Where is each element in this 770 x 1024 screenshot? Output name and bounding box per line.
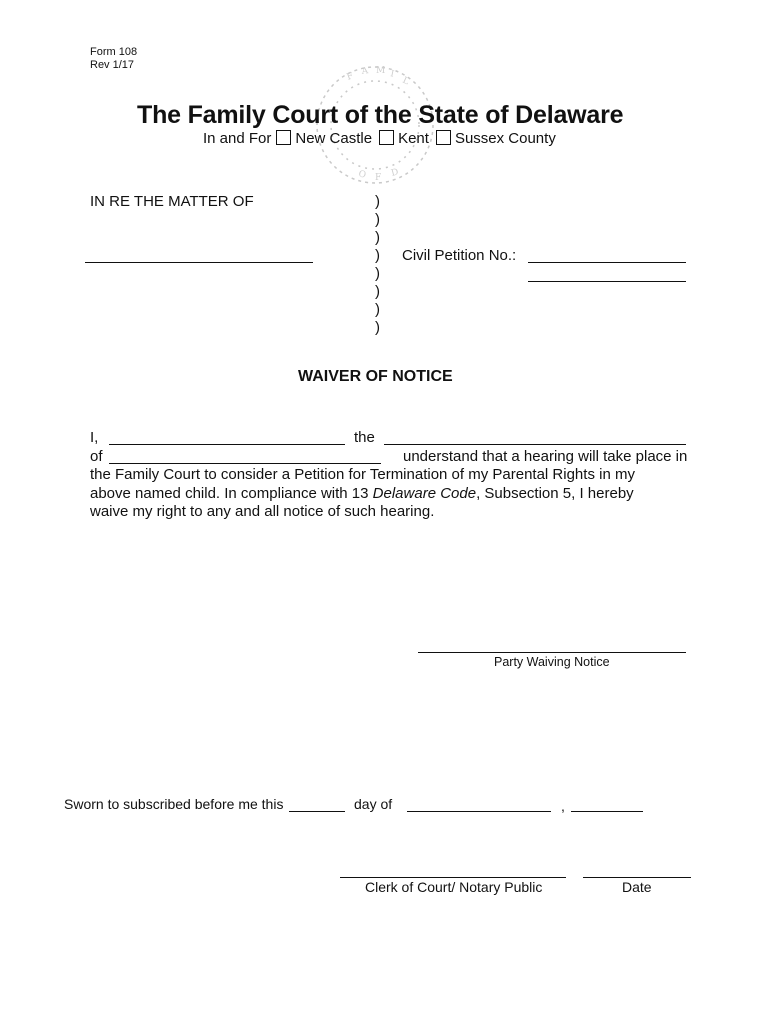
body-line-4 xyxy=(90,485,634,504)
matter-name-line[interactable] xyxy=(85,262,313,263)
caption-paren: ) xyxy=(375,193,380,210)
body-of: of xyxy=(90,448,103,465)
svg-text:F: F xyxy=(345,71,355,83)
date-signature-line[interactable] xyxy=(583,877,691,878)
caption-paren: ) xyxy=(375,283,380,300)
name-line[interactable] xyxy=(109,444,345,445)
caption-paren: ) xyxy=(375,211,380,228)
svg-text:D: D xyxy=(390,167,400,179)
body-line-4-start: above named child. In compliance with 13 xyxy=(90,485,373,502)
svg-text:F: F xyxy=(375,173,382,183)
body-i: I, xyxy=(90,429,99,446)
child-name-line[interactable] xyxy=(109,463,381,464)
body-understand: understand that a hearing will take place in xyxy=(403,448,688,465)
county-prefix: In and For xyxy=(203,130,272,147)
caption-paren: ) xyxy=(375,265,380,282)
party-waiving-notice-label: Party Waiving Notice xyxy=(494,655,610,669)
body-line-5: waive my right to any and all notice of such hearing. xyxy=(90,503,435,520)
party-signature-line[interactable] xyxy=(418,652,686,653)
sworn-year-line[interactable] xyxy=(571,811,643,812)
body-line-3: the Family Court to consider a Petition for Termination of my Parental Rights in my xyxy=(90,466,635,483)
svg-text:M: M xyxy=(376,66,386,76)
checkbox-sussex[interactable] xyxy=(436,130,451,145)
sworn-month-line[interactable] xyxy=(407,811,551,812)
form-revision: Rev 1/17 xyxy=(90,59,135,71)
svg-text:A: A xyxy=(361,66,369,77)
sworn-day-of: day of xyxy=(354,796,393,812)
caption-paren: ) xyxy=(375,247,380,264)
sworn-text: Sworn to subscribed before me this xyxy=(64,796,284,812)
court-title: The Family Court of the State of Delaware xyxy=(137,101,624,129)
caption-paren: ) xyxy=(375,319,380,336)
matter-label: IN RE THE MATTER OF xyxy=(90,193,254,210)
svg-text:O: O xyxy=(357,169,367,181)
caption-paren: ) xyxy=(375,301,380,318)
relationship-line[interactable] xyxy=(384,444,686,445)
checkbox-kent[interactable] xyxy=(379,130,394,145)
petition-number-line[interactable] xyxy=(528,262,686,263)
sworn-comma: , xyxy=(561,798,565,814)
body-line-4-end: , Subsection 5, I hereby xyxy=(476,485,634,502)
form-number: Form 108 xyxy=(90,46,138,58)
county-selector xyxy=(203,130,556,147)
county-kent-label: Kent xyxy=(398,130,429,147)
county-sussex-label: Sussex County xyxy=(454,130,556,147)
petition-number-label: Civil Petition No.: xyxy=(402,247,517,264)
checkbox-new-castle[interactable] xyxy=(276,130,291,145)
svg-text:I: I xyxy=(389,69,395,80)
caption-paren: ) xyxy=(375,229,380,246)
clerk-notary-label: Clerk of Court/ Notary Public xyxy=(365,879,543,895)
svg-text:L: L xyxy=(400,75,411,88)
county-new-castle-label: New Castle xyxy=(295,130,373,147)
date-label: Date xyxy=(622,879,652,895)
form-heading: WAIVER OF NOTICE xyxy=(298,368,453,385)
sworn-day-line[interactable] xyxy=(289,811,345,812)
delaware-code-text: Delaware Code xyxy=(372,485,477,502)
clerk-signature-line[interactable] xyxy=(340,877,566,878)
body-the: the xyxy=(354,429,375,446)
petition-number-line-2[interactable] xyxy=(528,281,686,282)
